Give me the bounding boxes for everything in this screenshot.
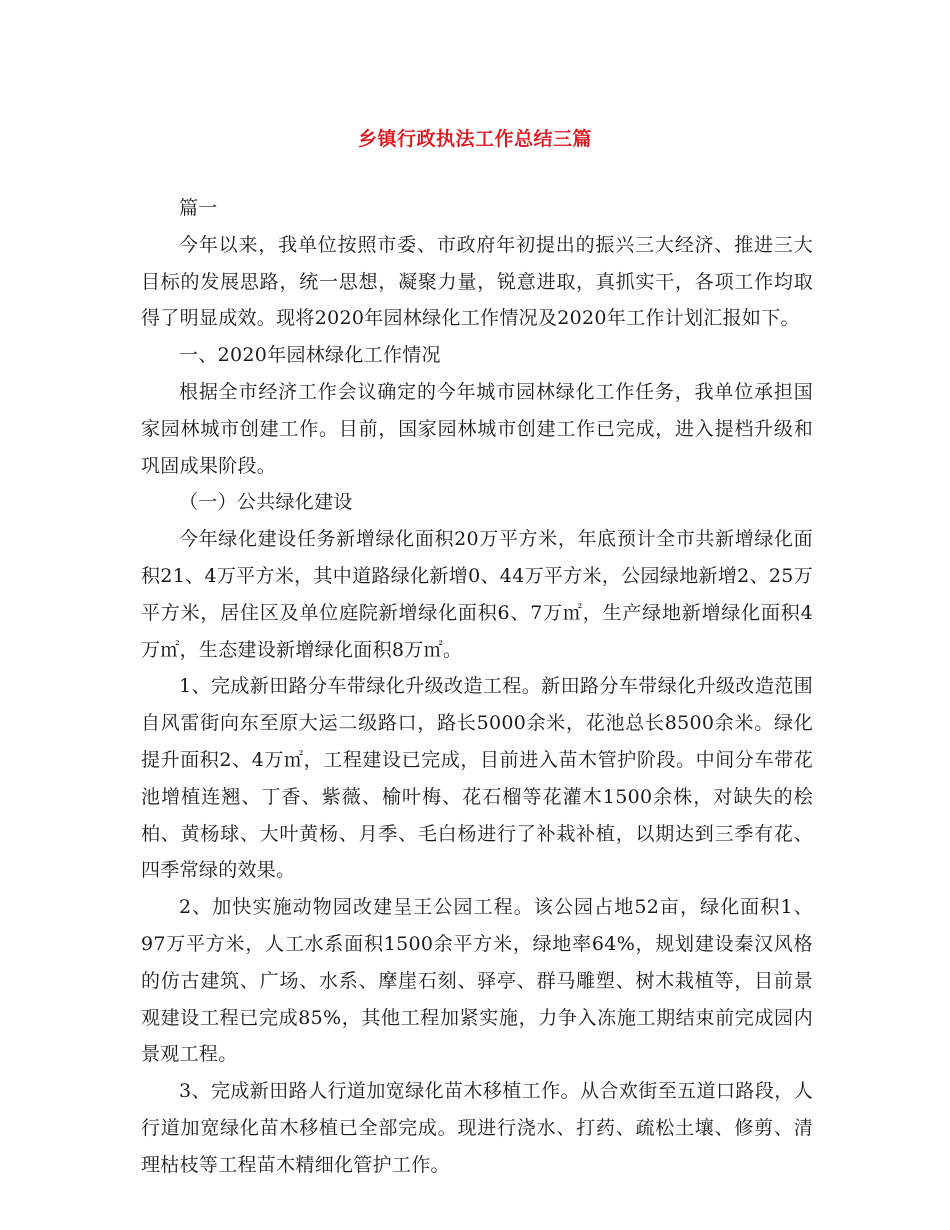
section-heading-part-one: 篇一	[179, 197, 218, 219]
item-2-paragraph: 2、加快实施动物园改建呈王公园工程。该公园占地52亩，绿化面积1、97万平方米，人工水系面积1500余平方米，绿地率64%，规划建设秦汉风格的仿古建筑、广场、水系、摩崖石刻、驿亭、群马雕塑、树木栽植等，目前景观建设工程已完成85%，其他工程加紧实施，力争入冻施工期结束前完成园内景观工程。	[141, 896, 813, 1066]
document-body	[141, 190, 813, 1184]
greening-area-paragraph: 今年绿化建设任务新增绿化面积20万平方米，年底预计全市共新增绿化面积21、4万平方米，其中道路绿化新增0、44万平方米，公园绿地新增2、25万平方米，居住区及单位庭院新增绿化面积6、7万㎡，生产绿地新增绿化面积4万㎡，生态建设新增绿化面积8万㎡。	[141, 528, 813, 661]
work-status-paragraph: 根据全市经济工作会议确定的今年城市园林绿化工作任务，我单位承担国家园林城市创建工作。目前，国家园林城市创建工作已完成，进入提档升级和巩固成果阶段。	[141, 380, 813, 477]
item-1-paragraph: 1、完成新田路分车带绿化升级改造工程。新田路分车带绿化升级改造范围自风雷街向东至原大运二级路口，路长5000余米，花池总长8500余米。绿化提升面积2、4万㎡，工程建设已完成，目前进入苗木管护阶段。中间分车带花池增植连翘、丁香、紫薇、榆叶梅、花石榴等花灌木1500余株，对缺失的桧柏、黄杨球、大叶黄杨、月季、毛白杨进行了补栽补植，以期达到三季有花、四季常绿的效果。	[141, 675, 813, 882]
subsection-heading-public-greening: （一）公共绿化建设	[179, 491, 353, 514]
intro-paragraph: 今年以来，我单位按照市委、市政府年初提出的振兴三大经济、推进三大目标的发展思路，统一思想，凝聚力量，锐意进取，真抓实干，各项工作均取得了明显成效。现将2020年园林绿化工作情况及2020年工作计划汇报如下。	[141, 233, 813, 330]
item-3-paragraph: 3、完成新田路人行道加宽绿化苗木移植工作。从合欢街至五道口路段，人行道加宽绿化苗木移植已全部完成。现进行浇水、打药、疏松土壤、修剪、清理枯枝等工程苗木精细化管护工作。	[141, 1080, 813, 1176]
section-heading-work-status: 一、2020年园林绿化工作情况	[179, 344, 441, 367]
document-title: 乡镇行政执法工作总结三篇	[357, 128, 592, 150]
